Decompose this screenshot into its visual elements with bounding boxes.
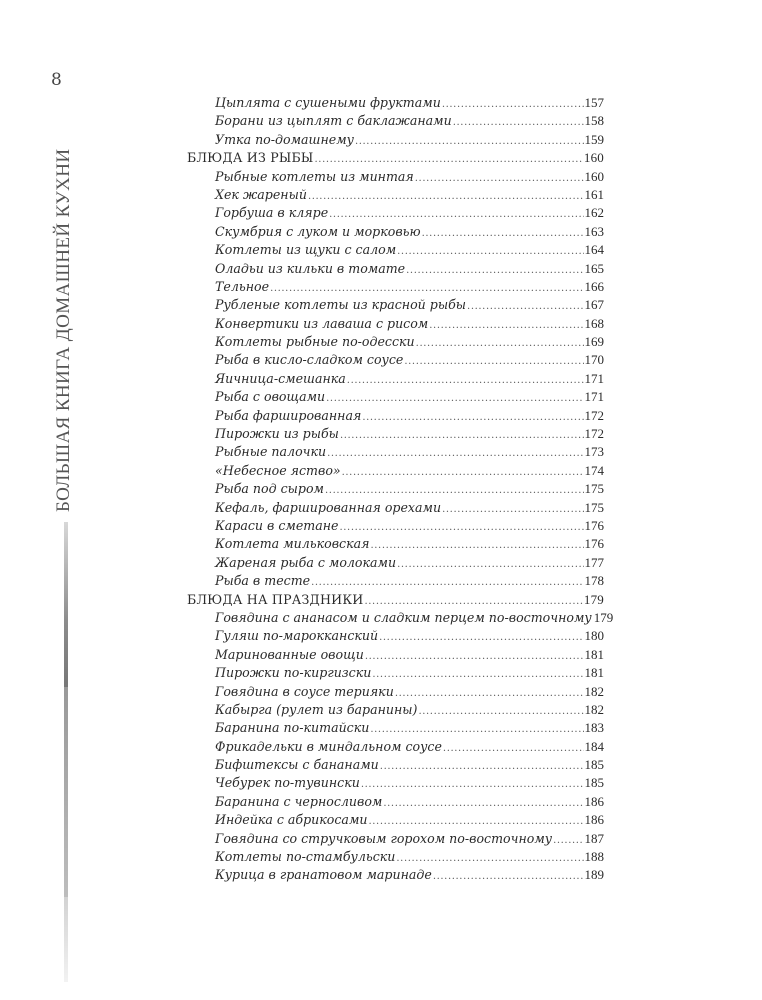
toc-entry-title: Утка по-домашнему (215, 131, 354, 147)
toc-entry-title: Говядина с ананасом и сладким перцем по-восточному (215, 609, 592, 625)
toc-entry-title: Баранина по-китайски (215, 720, 370, 736)
toc-entry-title: Гуляш по-марокканский (215, 628, 379, 644)
toc-entry (187, 811, 604, 829)
table-of-contents (187, 94, 614, 885)
toc-entry-title: Говядина в соусе терияки (215, 683, 394, 699)
toc-entry-title: Борани из цыплят с баклажанами (215, 113, 452, 129)
toc-dot-leader (327, 445, 583, 463)
toc-entry-page: 176 (584, 517, 604, 533)
toc-dot-leader (380, 758, 584, 776)
book-title-vertical: БОЛЬШАЯ КНИГА ДОМАШНЕЙ КУХНИ (53, 148, 74, 512)
toc-entry-page: 160 (583, 150, 604, 166)
toc-dot-leader (308, 188, 584, 206)
toc-entry-page: 171 (584, 370, 604, 386)
toc-entry-page: 159 (584, 131, 604, 147)
toc-entry-page: 168 (584, 315, 604, 331)
toc-entry-title: Баранина с черносливом (215, 793, 383, 809)
toc-entry-title: Котлеты рыбные по-одесски (215, 334, 415, 350)
toc-entry (187, 701, 604, 719)
toc-entry-page: 179 (583, 591, 604, 607)
toc-entry-page: 180 (584, 628, 604, 644)
toc-entry (187, 774, 604, 792)
toc-entry-page: 176 (584, 536, 604, 552)
toc-entry (187, 535, 604, 553)
toc-entry (187, 480, 604, 498)
toc-dot-leader (416, 335, 584, 353)
toc-entry (187, 296, 604, 314)
toc-entry-title: Говядина со стручковым горохом по-восточному (215, 830, 553, 846)
toc-dot-leader (361, 776, 584, 794)
toc-dot-leader (339, 519, 583, 537)
side-rule-mid (64, 687, 68, 897)
toc-dot-leader (404, 353, 583, 371)
toc-entry-page: 181 (584, 665, 604, 681)
toc-entry-title: Индейка с абрикосами (215, 812, 368, 828)
toc-entry-page: 166 (584, 278, 604, 294)
toc-dot-leader (365, 648, 584, 666)
toc-dot-leader (326, 390, 583, 408)
toc-entry-title: Рыба фаршированная (215, 407, 362, 423)
toc-entry (187, 204, 604, 222)
toc-entry-page: 188 (584, 849, 604, 865)
toc-dot-leader (406, 262, 583, 280)
toc-entry-page: 161 (584, 186, 604, 202)
toc-entry-title: Оладьи из кильки в томате (215, 260, 406, 276)
toc-entry (187, 407, 604, 425)
toc-entry-title: Фрикадельки в миндальном соусе (215, 738, 442, 754)
toc-dot-leader (342, 464, 584, 482)
toc-entry (187, 186, 604, 204)
toc-entry-title: Яичница-смешанка (215, 370, 346, 386)
toc-entry (187, 351, 604, 369)
toc-entry (187, 738, 604, 756)
toc-entry-page: 165 (584, 260, 604, 276)
toc-entry-page: 167 (584, 297, 604, 313)
toc-entry (187, 131, 604, 149)
toc-entry-page: 169 (584, 334, 604, 350)
toc-entry-title: Котлеты по-стамбульски (215, 849, 396, 865)
toc-entry-title: Котлета мильковская (215, 536, 370, 552)
toc-entry-page: 162 (584, 205, 604, 221)
toc-entry-title: Пирожки по-киргизски (215, 665, 372, 681)
toc-entry (187, 370, 604, 388)
toc-entry (187, 462, 604, 480)
toc-entry-title: Курица в гранатовом маринаде (215, 867, 432, 883)
toc-entry-page: 183 (584, 720, 604, 736)
toc-entry (187, 499, 604, 517)
toc-dot-leader (467, 298, 583, 316)
toc-dot-leader (397, 556, 583, 574)
toc-entry-page: 175 (584, 499, 604, 515)
toc-dot-leader (453, 114, 584, 132)
toc-dot-leader (415, 170, 584, 188)
toc-entry (187, 94, 604, 112)
toc-dot-leader (355, 133, 584, 151)
toc-dot-leader (442, 501, 583, 519)
toc-dot-leader (553, 832, 583, 850)
toc-entry-page: 174 (584, 462, 604, 478)
toc-entry-page: 179 (593, 609, 614, 625)
toc-entry-title: Тельное (215, 278, 270, 294)
toc-entry (187, 627, 604, 645)
toc-entry (187, 241, 604, 259)
toc-entry-page: 184 (584, 738, 604, 754)
toc-entry (187, 443, 604, 461)
toc-entry-page: 185 (584, 775, 604, 791)
toc-entry-title: Караси в сметане (215, 517, 339, 533)
toc-entry-page: 164 (584, 242, 604, 258)
toc-entry-title: Хек жареный (215, 186, 307, 202)
toc-dot-leader (422, 225, 584, 243)
toc-entry (187, 425, 604, 443)
toc-dot-leader (433, 868, 584, 886)
toc-entry (187, 388, 604, 406)
toc-entry-page: 177 (584, 554, 604, 570)
toc-entry-page: 173 (584, 444, 604, 460)
toc-entry-title: Кефаль, фаршированная орехами (215, 499, 442, 515)
toc-entry (187, 830, 604, 848)
toc-entry (187, 278, 604, 296)
toc-entry (187, 260, 604, 278)
toc-entry-page: 157 (584, 95, 604, 110)
toc-entry (187, 793, 604, 811)
toc-entry-title: Рыбные палочки (215, 444, 327, 460)
toc-entry (187, 168, 604, 186)
side-rule-dark (64, 522, 68, 687)
toc-entry-page: 185 (584, 757, 604, 773)
toc-entry-page: 172 (584, 407, 604, 423)
toc-entry-title: Котлеты из щуки с салом (215, 242, 397, 258)
toc-dot-leader (443, 740, 584, 758)
toc-entry (187, 664, 604, 682)
toc-entry-title: БЛЮДА НА ПРАЗДНИКИ (187, 591, 364, 607)
toc-entry (187, 333, 604, 351)
toc-entry-title: Конвертики из лаваша с рисом (215, 315, 429, 331)
toc-dot-leader (418, 703, 583, 721)
toc-entry-title: Рубленые котлеты из красной рыбы (215, 297, 467, 313)
toc-dot-leader (395, 685, 584, 703)
toc-section-heading (187, 149, 604, 167)
toc-entry-page: 158 (584, 113, 604, 129)
toc-entry-title: Бифштексы с бананами (215, 757, 379, 773)
toc-dot-leader (442, 96, 584, 114)
toc-entry-page: 172 (584, 426, 604, 442)
toc-entry-title: «Небесное яство» (215, 462, 341, 478)
toc-dot-leader (383, 795, 583, 813)
toc-entry-page: 182 (584, 701, 604, 717)
toc-entry-page: 163 (584, 223, 604, 239)
toc-dot-leader (397, 243, 583, 261)
toc-entry (187, 572, 604, 590)
toc-dot-leader (362, 409, 583, 427)
toc-entry-title: Скумбрия с луком и морковью (215, 223, 421, 239)
toc-entry-title: Рыба с овощами (215, 389, 326, 405)
toc-entry-title: Маринованные овощи (215, 646, 364, 662)
toc-entry-title: Рыба под сыром (215, 481, 325, 497)
toc-entry-title: Жареная рыба с молоками (215, 554, 397, 570)
toc-entry-title: БЛЮДА ИЗ РЫБЫ (187, 150, 314, 166)
toc-entry (187, 719, 604, 737)
toc-entry-title: Горбуша в кляре (215, 205, 329, 221)
toc-dot-leader (372, 666, 583, 684)
toc-entry-page: 186 (584, 812, 604, 828)
toc-dot-leader (340, 427, 584, 445)
toc-entry-page: 189 (584, 867, 604, 883)
toc-entry (187, 112, 604, 130)
toc-entry-page: 175 (584, 481, 604, 497)
toc-entry-page: 178 (584, 573, 604, 589)
toc-entry-page: 171 (584, 389, 604, 405)
toc-entry-title: Рыба в тесте (215, 573, 311, 589)
toc-entry-page: 160 (584, 168, 604, 184)
toc-entry (187, 866, 604, 884)
page-number: 8 (51, 70, 62, 90)
toc-entry (187, 554, 604, 572)
toc-entry-page: 182 (584, 683, 604, 699)
toc-entry (187, 848, 604, 866)
toc-entry-page: 181 (584, 646, 604, 662)
toc-dot-leader (429, 317, 583, 335)
toc-section-heading (187, 591, 604, 609)
toc-dot-leader (379, 629, 583, 647)
toc-entry-page: 187 (584, 830, 604, 846)
toc-entry (187, 646, 604, 664)
toc-entry-title: Кабырга (рулет из баранины) (215, 701, 418, 717)
toc-entry-title: Рыба в кисло-сладком соусе (215, 352, 404, 368)
toc-entry-title: Рыбные котлеты из минтая (215, 168, 414, 184)
side-rule-light (64, 897, 68, 982)
toc-entry-title: Чебурек по-тувински (215, 775, 360, 791)
toc-entry (187, 756, 604, 774)
toc-entry-title: Цыплята с сушеными фруктами (215, 95, 441, 110)
toc-entry-title: Пирожки из рыбы (215, 426, 339, 442)
toc-dot-leader (370, 537, 583, 555)
toc-entry-page: 186 (584, 793, 604, 809)
toc-entry (187, 517, 604, 535)
toc-entry-page: 170 (584, 352, 604, 368)
toc-dot-leader (347, 372, 584, 390)
toc-entry (187, 315, 604, 333)
toc-entry (187, 609, 614, 627)
toc-entry (187, 683, 604, 701)
toc-entry (187, 223, 604, 241)
